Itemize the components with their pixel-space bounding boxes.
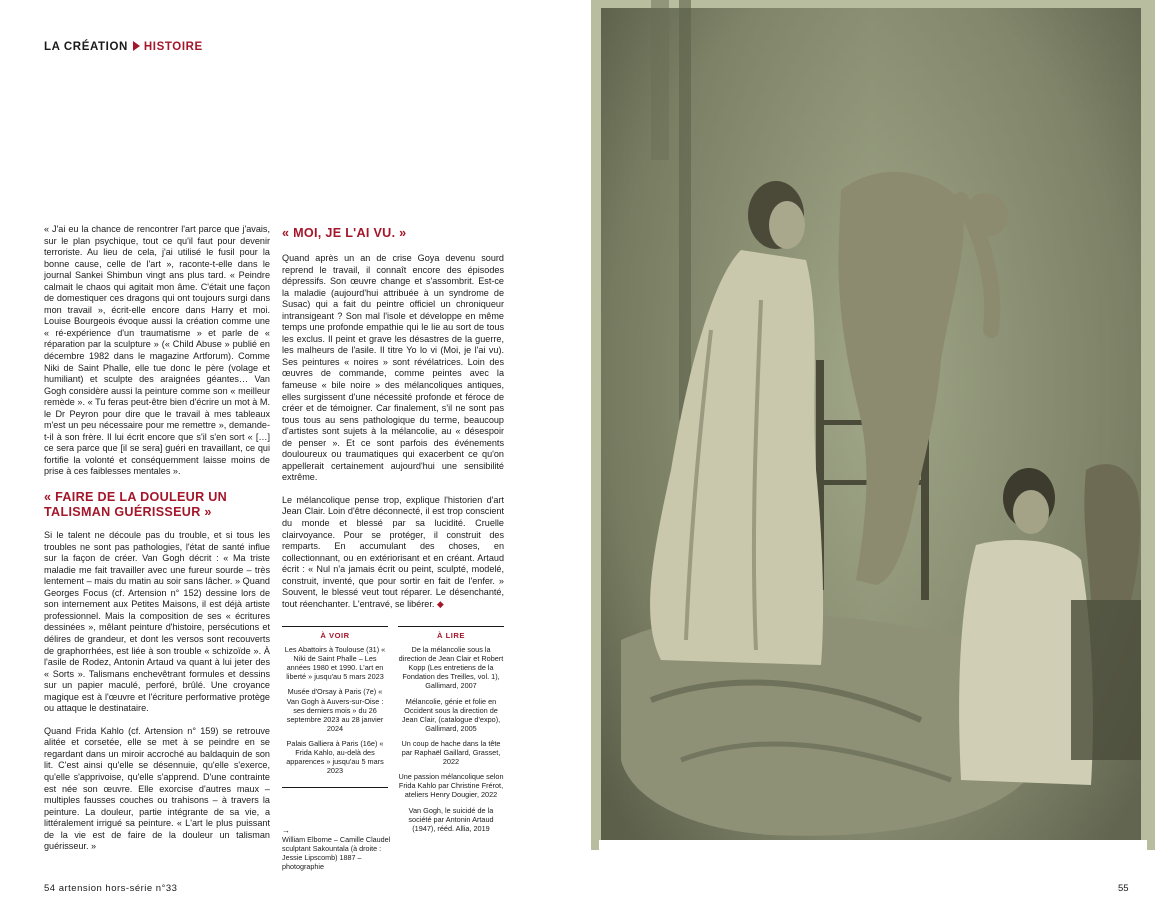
a-lire-box (398, 626, 504, 839)
a-voir-item: Palais Galliera à Paris (16e) « Frida Kahlo, au-delà des apparences » jusqu'au 5 mars 2023 (286, 738, 384, 776)
section-rubric (44, 41, 203, 53)
a-voir-box (282, 626, 388, 788)
a-lire-item: Un coup de hache dans la tête par Raphaël Gaillard, Grasset, 2022 (401, 738, 501, 767)
a-voir-title: À VOIR (320, 631, 350, 640)
section-label: LA CRÉATION (44, 41, 128, 53)
paragraph: Quand Frida Kahlo (cf. Artension n° 159) se retrouve alitée et corsetée, elle se met à se peindre en se regardant dans un miroir accroché au baldaquin de son lit. C'est ainsi qu'elle se désennuie, qu'elle s'exerce, qu'elle s'apprivoise, qu'elle s'apprend. D'une contrainte est née son œuvre. Elle exorcise d'autres maux – multiples fausses couches ou trahisons – à travers la peinture. La douleur, partie intégrante de sa vie, a littéralement irrigué sa peinture. « L'art le plus puissant de la vie est de faire de la douleur un talisman guérisseur. » (44, 725, 270, 852)
a-lire-item: Une passion mélancolique selon Frida Kahlo par Christine Frérot, ateliers Henry Dougier, 2022 (398, 772, 504, 800)
paragraph: Quand après un an de crise Goya devenu sourd reprend le travail, il connaît encore des épisodes dépressifs. Son œuvre change et s'assombrit. Est-ce la maladie (aujourd'hui attribuée à un syndrome de Susac) qui a fait du peintre officiel un chroniqueur intransigeant ? Son mal l'isole et développe en même temps une profonde empathie qui le lie au sort de tous les exclus. Il peint et grave les désastres de la guerre, les malheurs de l'asile. Il titre Yo lo vi (Moi, je l'ai vu). Ses peintures « noires » sont révélatrices. Loin des œuvres de commande, comme peintes avec la fameuse « bile noire » des mélancoliques antiques, elles surgissent d'une nécessité profonde et féroce de créer et de témoigner. Car finalement, s'il ne sont pas tous tous au sens pathologique du terme, beaucoup d'artistes sont sujets à la mélancolie, au « désespoir de penser ». Et ce sont parfois des événements douloureux ou traumatiques qui exacerbent ce qu'on appellerait certainement aujourd'hui une sensibilité extrême. (282, 253, 504, 483)
caption-text: William Elborne – Camille Claudel sculptant Sakountala (à droite : Jessie Lipscomb) 1887 – photographie (282, 835, 391, 871)
paragraph-text: Le mélancolique pense trop, explique l'historien d'art Jean Clair. Loin d'être déconnecté, il est trop conscient du monde et blessé par sa lucidité. Cruelle clairvoyance. Pour se protéger, il construit des remparts. En accumulant des choses, en collectionnant, ou en extériorisant et en créant. Artaud écrit : « Nul n'a jamais écrit ou peint, sculpté, modelé, construit, inventé, que pour sortir en fait de l'enfer. » Souvent, le blessé veut tout réparer. Le désenchanté, tout réenchanter. L'entravé, se libérer. (282, 494, 504, 609)
arrow-right-icon: → (282, 826, 290, 835)
section-heading: « MOI, JE L'AI VU. » (282, 226, 407, 240)
paragraph: « J'ai eu la chance de rencontrer l'art parce que j'avais, sur le plan psychique, tout ce qu'il faut pour devenir terroriste. Au lieu de cela, j'ai utilisé le fusil pour la bonne cause, celle de l'art », raconte-t-elle dans le journal Sankei Shimbun vingt ans plus tard. « Peindre calmait le chaos qui agitait mon âme. C'était une façon de domestiquer ces dragons qui ont toujours surgi dans mon travail », écrit-elle encore dans Harry et moi. Louise Bourgeois évoque aussi la création comme une « ré-expérience d'un traumatisme » et parle de « réparation par la sculpture » (« Child Abuse » publié en décembre 1982 dans le magazine Artforum). Comme Niki de Saint Phalle, elle tue donc le père (volage et humiliant) et sculpte des araignées géantes… Van Gogh considère aussi la peinture comme son « meilleur remède ». « Tu feras peut-être bien d'écrire un mot à M. le Dr Peyron pour dire que le travail à mes tableaux m'est un peu nécessaire pour me remettre », demande-t-il à son frère. Il lui écrit encore que s'il s'en sort « […] ce sera parce que [il se sera] guéri en travaillant, ce qui fortifie la volonté et conséquemment laisse moins de prise à ces faiblesses mentales ». (44, 224, 270, 477)
text-column-right (282, 253, 504, 621)
text-column-left (44, 224, 270, 864)
end-diamond-icon: ◆ (436, 598, 444, 609)
a-voir-item: Les Abattoirs à Toulouse (31) « Niki de Saint Phalle – Les années 1980 et 1990. L'art en liberté » jusqu'au 5 mars 2023 (284, 645, 386, 682)
section-heading: « FAIRE DE LA DOULEUR UN TALISMAN GUÉRISSEUR » (44, 490, 228, 519)
historical-photo (591, 0, 1155, 850)
divider (282, 781, 388, 788)
paragraph: Si le talent ne découle pas du trouble, et si tous les troubles ne sont pas pathologies, l'état de santé influe sur la façon de créer. Van Gogh décrit : « Ma triste maladie me fait travailler avec une fureur sourde – très lentement – mais du matin au soir sans lâcher. » Quand Georges Focus (cf. Artension n° 152) dessine lors de son internement aux Petites Maisons, il est déjà artiste professionnel. Mais la composition de ses « écritures dessinées », mêlant peinture d'histoire, persécutions et délires de grandeur, et dont les versos sont recouverts de graphorrhées, est liée à son trouble « schizoïde ». À l'asile de Rodez, Antonin Artaud va quant à lui jeter des « Sorts ». Talismans enchevêtrant formules et dessins sur un papier maculé, perforé, brûlé. Une croyance magique est à l'œuvre et l'écriture performative protège ou attaque le destinataire. (44, 530, 270, 714)
a-lire-item: De la mélancolie sous la direction de Jean Clair et Robert Kopp (Les entretiens de la Fondation des Treilles, vol. 1), Gallimard, 2007 (398, 645, 504, 691)
subsection-label: HISTOIRE (143, 41, 203, 53)
folio-right: 55 (1118, 883, 1129, 894)
a-lire-title: À LIRE (437, 631, 465, 640)
photo-caption (282, 826, 392, 871)
paragraph (282, 495, 504, 610)
folio-left: 54 artension hors-série n°33 (44, 883, 178, 894)
triangle-arrow-icon (133, 41, 140, 51)
a-lire-item: Van Gogh, le suicidé de la société par Antonin Artaud (1947), rééd. Allia, 2019 (408, 805, 494, 833)
a-voir-item: Musée d'Orsay à Paris (7e) « Van Gogh à Auvers-sur-Oise : ses derniers mois » du 26 septembre 2023 au 28 janvier 2024 (286, 687, 384, 733)
a-lire-item: Mélancolie, génie et folie en Occident sous la direction de Jean Clair, (catalogue d'expo), Gallimard, 2005 (401, 696, 501, 733)
